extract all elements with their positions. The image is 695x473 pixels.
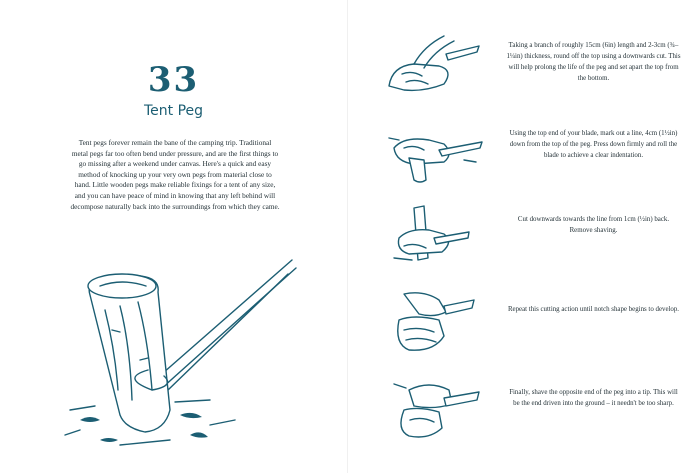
left-page	[0, 0, 347, 473]
step-3-text: Cut downwards towards the line from 1cm (½in) back. Remove shaving.	[517, 216, 670, 234]
step-4-illustration	[384, 286, 484, 358]
step-3-illustration	[384, 198, 484, 270]
right-page	[348, 0, 695, 473]
step-5-illustration	[384, 370, 484, 442]
chapter-number: 33	[147, 60, 200, 100]
tent-peg-illustration	[60, 240, 310, 455]
step-2-text: Using the top end of your blade, mark out a line, 4cm (1½in) down from the top of the peg. Press down firmly and roll the blade to achieve a clear indentation.	[509, 130, 678, 159]
step-4-text: Repeat this cutting action until notch shape begins to develop.	[507, 306, 680, 313]
chapter-title: Tent Peg	[143, 103, 204, 119]
step-1-text: Taking a branch of roughly 15cm (6in) length and 2-3cm (¾–1¼in) thickness, round off the top using a downwards cut. This will help prolong the life of the peg and set apart the top from the bottom.	[506, 42, 681, 82]
step-5-text: Finally, shave the opposite end of the peg into a tip. This will be the end driven into the ground – it needn't be too sharp.	[509, 389, 678, 407]
step-1-illustration	[384, 26, 484, 98]
intro-paragraph: Tent pegs forever remain the bane of the camping trip. Traditional metal pegs far too often bend under pressure, and are the first things to go missing after a weekend under canvas. Here's a quick and easy method of knocking up your very own pegs from material close to hand. Little wooden pegs make reliable fixings for a tent of any size, and you can have peace of mind in knowing that any left behind will decompose naturally back into the surroundings from which they came.	[70, 138, 280, 211]
step-2-illustration	[384, 118, 484, 190]
